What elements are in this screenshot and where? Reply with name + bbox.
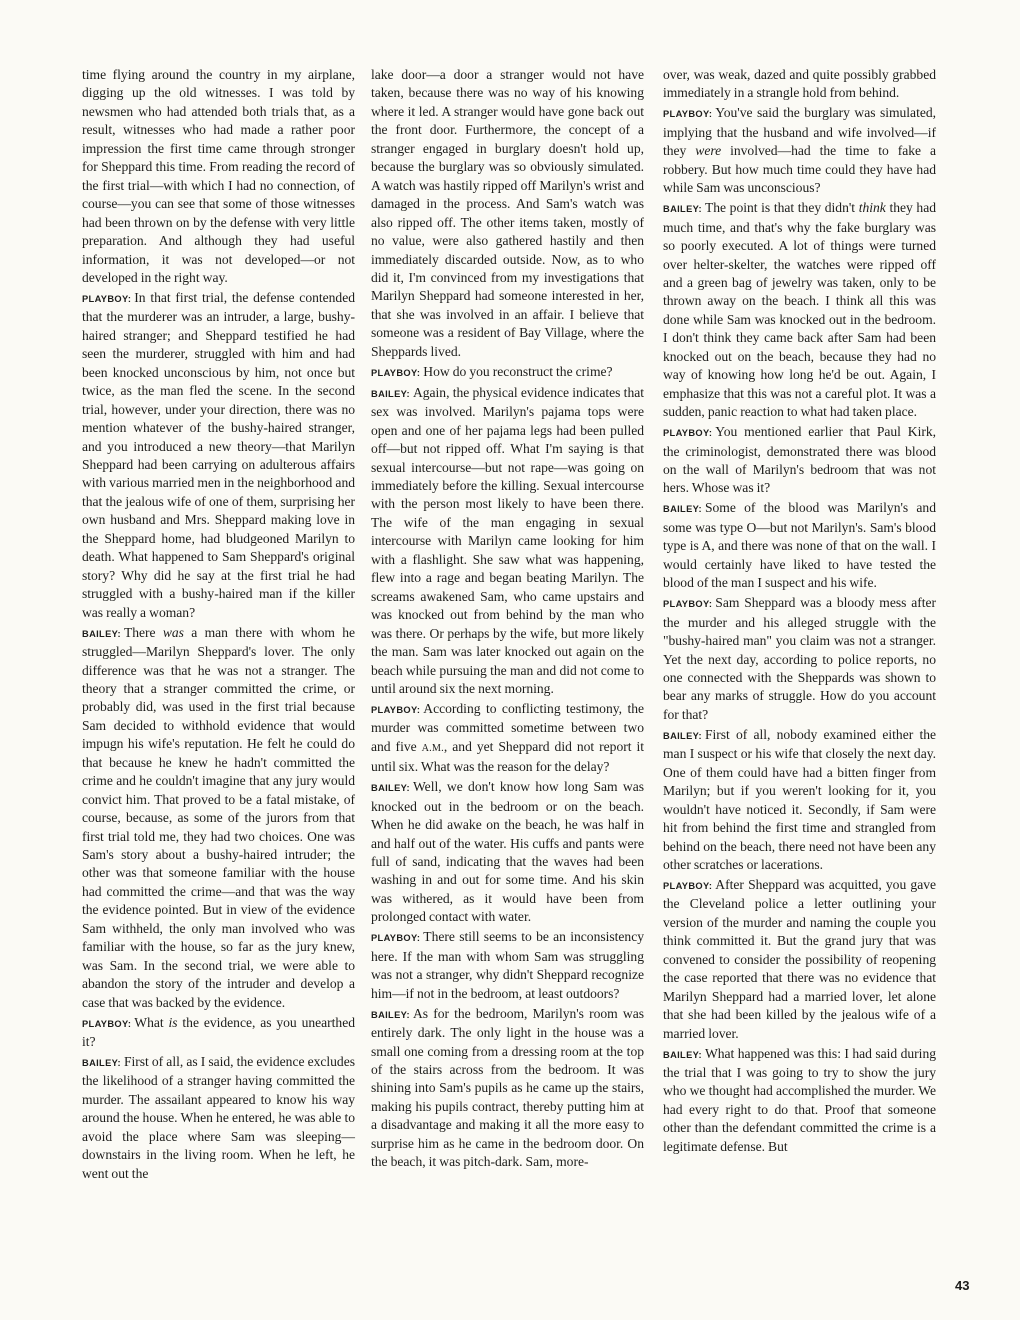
interview-paragraph	[663, 1045, 936, 1157]
interview-paragraph	[663, 594, 936, 724]
body-text: There still seems to be an inconsistency here. If the man with whom Sam was struggling was not a stranger, why didn't Sheppard recognize him—if not in the bedroom, at least outdoors?	[371, 929, 644, 1001]
interview-paragraph	[371, 384, 644, 699]
continued-paragraph	[663, 66, 936, 103]
body-text: lake door—a door a stranger would not have taken, because there was no way of his knowing where it led. A stranger would have gone back out the front door. Furthermore, the concept of a stranger engaged in burglary doesn't hold up, because the burglary was so obviously simulated. A watch was hastily ripped off Marilyn's wrist and damaged in the process. And Sam's watch was also ripped off. The other items taken, mostly of no value, were also gathered hastily and then immediately discarded outside. Now, as to who did it, I'm convinced from my investigations that Marilyn Sheppard had someone interested in her, that she was involved in an affair. I believe that someone was a resident of Bay Village, where the Sheppards lived.	[371, 67, 644, 359]
text-column-2	[371, 66, 644, 1173]
body-text: time flying around the country in my airplane, digging up the old witnesses. I was told by newsmen who had attended both trials that, as a result, witnesses who had made a rather poor impression the first time came through stronger for Sheppard this time. From reading the record of the first trial—with which I had no connection, of course—you can see that some of those witnesses had been thrown on by the defense with very little preparation. And although they had useful information, it was not developed—or not developed in the right way.	[82, 67, 355, 285]
speaker-label: BAILEY:	[663, 204, 702, 215]
speaker-label: PLAYBOY:	[82, 1018, 132, 1029]
body-text: the evidence, as you unearthed it?	[82, 1014, 355, 1050]
interview-paragraph	[663, 104, 936, 197]
emphasis-text: think	[858, 200, 886, 216]
interview-paragraph	[371, 700, 644, 777]
interview-paragraph	[663, 726, 936, 875]
interview-paragraph	[371, 1005, 644, 1172]
interview-paragraph	[82, 1053, 355, 1183]
interview-paragraph	[663, 423, 936, 498]
speaker-label: BAILEY:	[371, 783, 410, 794]
speaker-label: PLAYBOY:	[663, 428, 713, 439]
body-text: Sam Sheppard was a bloody mess after the murder and his alleged struggle with the "bushy-haired man" you claim was not a stranger. Yet the next day, according to police reports, no one connected with the Sheppards was shown to bear any marks of struggle. How do you account for that?	[663, 595, 936, 722]
body-text: The point is that they didn't	[704, 200, 859, 216]
speaker-label: PLAYBOY:	[371, 933, 421, 944]
body-text: First of all, nobody examined either the man I suspect or his wife that closely the next day. One of them could have had a bitten finger from Marilyn; but if you weren't looking for it, you wouldn't have noticed it. Secondly, if Sam were hit from behind the first time and strangled from behind on the beach, there need not have been any other scratches or lacerations.	[663, 726, 936, 873]
body-text: Well, we don't know how long Sam was knocked out in the bedroom or on the beach. When he did awake on the beach, he was half in and half out of the water. His cuffs and pants were full of sand, indicating that the waves had been washing in and out for some time. And his skin was withered, as it would have been from prolonged contact with water.	[371, 779, 644, 925]
interview-paragraph	[663, 199, 936, 421]
interview-paragraph	[371, 778, 644, 927]
body-text: over, was weak, dazed and quite possibly grabbed immediately in a strangle hold from behind.	[663, 67, 936, 101]
body-text: How do you reconstruct the crime?	[423, 363, 613, 379]
body-text: What	[134, 1014, 169, 1030]
time-abbreviation: A.M.	[421, 742, 444, 754]
emphasis-text: is	[168, 1014, 178, 1030]
speaker-label: PLAYBOY:	[663, 880, 713, 891]
speaker-label: PLAYBOY:	[371, 367, 421, 378]
speaker-label: BAILEY:	[82, 1058, 121, 1069]
body-text: After Sheppard was acquitted, you gave the Cleveland police a letter outlining your version of the murder and naming the couple you think committed it. But the grand jury that was convened to consider the possibility of reopening the case reported that there was no evidence that Marilyn Sheppard had a married lover, let alone that she had been killed by the jealous wife of a married lover.	[663, 876, 936, 1041]
interview-paragraph	[371, 363, 644, 382]
body-text: a man there with whom he struggled—Marilyn Sheppard's lover. The only difference was that he was not a stranger. The theory that a stranger committed the crime, or probably did, was used in the first trial because Sam decided to withhold evidence that would impugn his wife's reputation. He felt he could do that because he knew he hadn't committed the crime and he couldn't imagine that any jury would convict him. That proved to be a fatal mistake, of course, because, as some of the jurors from that first trial told me, they had two choices. One was Sam's story about a bushy-haired intruder; the other was that someone familiar with the house had committed the crime—and that was the way the evidence pointed. But in view of the evidence Sam withheld, the only man involved who was familiar with the house, so far as the jury knew, was Sam. In the second trial, we were able to abandon the story of the intruder and develop a case that was backed by the evidence.	[82, 624, 355, 1010]
speaker-label: PLAYBOY:	[663, 599, 713, 610]
speaker-label: BAILEY:	[371, 1009, 410, 1020]
speaker-label: BAILEY:	[371, 388, 410, 399]
body-text: , and yet Sheppard did not report it until six. What was the reason for the delay?	[371, 738, 644, 775]
body-text: You mentioned earlier that Paul Kirk, the criminologist, demonstrated there was blood on the wall of Marilyn's bedroom that was not hers. Whose was it?	[663, 424, 936, 496]
emphasis-text: was	[162, 624, 184, 640]
interview-paragraph	[371, 928, 644, 1003]
speaker-label: BAILEY:	[82, 628, 121, 639]
page-number: 43	[955, 1278, 970, 1293]
interview-paragraph	[82, 1014, 355, 1052]
body-text: There	[123, 624, 163, 640]
speaker-label: PLAYBOY:	[663, 109, 713, 120]
body-text: You've said the burglary was simulated, implying that the husband and wife involved—if they	[663, 105, 936, 159]
interview-paragraph	[82, 624, 355, 1013]
continued-paragraph	[82, 66, 355, 287]
body-text: Some of the blood was Marilyn's and some was type O—but not Marilyn's. Sam's blood type is A, and there was none of that on the wall. I would certainly have liked to have tested the blood of the man I suspect and his wife.	[663, 500, 936, 591]
speaker-label: PLAYBOY:	[371, 704, 421, 715]
continued-paragraph	[371, 66, 644, 361]
body-text: involved—had the time to fake a robbery. But how much time could they have had while Sam was unconscious?	[663, 143, 936, 196]
interview-paragraph	[663, 876, 936, 1043]
text-column-1	[82, 66, 355, 1185]
body-text: According to conflicting testimony, the murder was committed sometime between two and five	[371, 700, 644, 754]
body-text: As for the bedroom, Marilyn's room was entirely dark. The only light in the house was a small one coming from a dressing room at the top of the stairs across from the bedroom. It was shining into Sam's pupils as he came up the stairs, making his pupils contract, thereby putting him at a disadvantage and making it all the more easy to surprise him as he came in the bedroom door. On the beach, it was pitch-dark. Sam, more-	[371, 1005, 644, 1170]
interview-paragraph	[663, 499, 936, 592]
body-text: Again, the physical evidence indicates that sex was involved. Marilyn's pajama tops were open and one of her pajama legs had been pulled off—but not ripped off. What I'm saying is that sexual intercourse—but not rape—was going on immediately before the killing. Sexual intercourse with the person most likely to have been there. The wife of the man engaging in sexual intercourse with Marilyn came looking for him with a flashlight. She saw what was happening, flew into a rage and began beating Marilyn. The screams awakened Sam, who came upstairs and was knocked out from behind by the man who was there. Or perhaps by the wife, but more likely the man. Sam was later knocked out again on the beach while pursuing the man and did not come to until around six the next morning.	[371, 384, 644, 696]
speaker-label: BAILEY:	[663, 504, 702, 515]
body-text: they had much time, and that's why the fake burglary was so poorly executed. A lot of things were turned over helter-skelter, the watches were ripped off and a green bag of jewelry was taken, only to be thrown away on the beach. I think all this was done while Sam was knocked out in the bedroom. I don't think they came back after Sam had been knocked out on the beach, because they had no way of knowing how long he'd be out. Again, I emphasize that this was not a careful plot. It was a sudden, panic reaction to what had taken place.	[663, 200, 936, 420]
speaker-label: BAILEY:	[663, 1049, 702, 1060]
interview-paragraph	[82, 289, 355, 622]
body-text: First of all, as I said, the evidence excludes the likelihood of a stranger having committed the murder. The assailant appeared to know his way around the house. When he entered, he was able to avoid the place where Sam was sleeping—downstairs in the living room. When he left, he went out the	[82, 1054, 355, 1181]
speaker-label: PLAYBOY:	[82, 293, 132, 304]
text-column-3	[663, 66, 936, 1158]
emphasis-text: were	[695, 143, 722, 159]
body-text: In that first trial, the defense contended that the murderer was an intruder, a large, bushy-haired stranger; and Sheppard testified he had seen the murderer, struggled with him and had been knocked unconscious by him, not once but twice, as the man fled the scene. In the second trial, however, under your direction, there was no mention whatever of the bushy-haired stranger, and you introduced a new theory—that Marilyn Sheppard had been carrying on adulterous affairs with various married men in the neighborhood and that the jealous wife of one of them, surprising her own husband and Mrs. Sheppard making love in the Sheppard home, had bludgeoned Marilyn to death. What happened to Sam Sheppard's original story? Why did he say at the first trial he had struggled with a bushy-haired man if the killer was really a woman?	[82, 289, 355, 620]
speaker-label: BAILEY:	[663, 730, 702, 741]
body-text: What happened was this: I had said during the trial that I was going to try to show the jury who we thought had accomplished the murder. We had every right to do that. Proof that someone other than the defendant committed the crime is a legitimate defense. But	[663, 1045, 936, 1154]
